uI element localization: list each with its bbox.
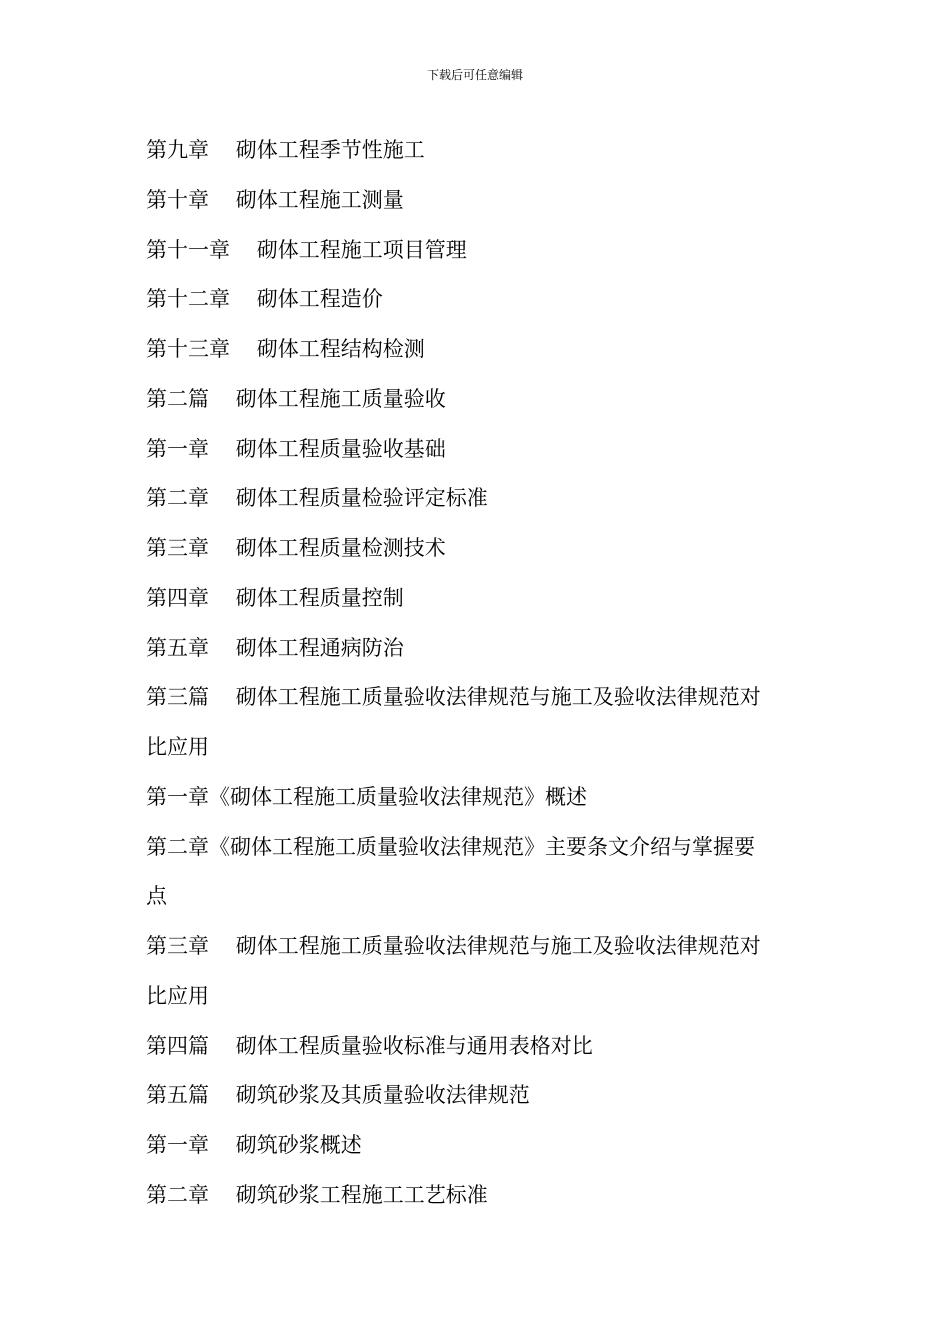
toc-line: 第五篇 砌筑砂浆及其质量验收法律规范 — [146, 1083, 530, 1108]
toc-line: 第十一章 砌体工程施工项目管理 — [146, 237, 467, 262]
toc-line: 点 — [146, 884, 167, 909]
toc-line: 比应用 — [146, 983, 209, 1008]
toc-line: 第三章 砌体工程施工质量验收法律规范与施工及验收法律规范对 — [146, 934, 761, 958]
toc-line: 第一章《砌体工程施工质量验收法律规范》概述 — [146, 784, 587, 809]
toc-line: 比应用 — [146, 735, 209, 759]
toc-line: 第十章 砌体工程施工测量 — [146, 187, 404, 212]
toc-line: 第一章 砌筑砂浆概述 — [146, 1133, 362, 1157]
toc-line: 第十三章 砌体工程结构检测 — [146, 337, 425, 361]
toc-line: 第九章 砌体工程季节性施工 — [146, 138, 425, 162]
toc-line: 第十二章 砌体工程造价 — [146, 287, 383, 312]
table-of-contents — [146, 126, 812, 1221]
toc-line: 第二章 砌筑砂浆工程施工工艺标准 — [146, 1182, 488, 1207]
toc-line: 第一章 砌体工程质量验收基础 — [146, 436, 446, 461]
page-header: 下载后可任意编辑 — [426, 68, 523, 82]
toc-line: 第三章 砌体工程质量检测技术 — [146, 536, 446, 560]
toc-line: 第二章 砌体工程质量检验评定标准 — [146, 486, 488, 511]
toc-line: 第四篇 砌体工程质量验收标准与通用表格对比 — [146, 1033, 593, 1058]
toc-line: 第四章 砌体工程质量控制 — [146, 585, 404, 610]
toc-line: 第二章《砌体工程施工质量验收法律规范》主要条文介绍与掌握要 — [146, 834, 755, 859]
toc-line: 第五章 砌体工程通病防治 — [146, 635, 404, 660]
toc-line: 第二篇 砌体工程施工质量验收 — [146, 386, 446, 411]
toc-line: 第三篇 砌体工程施工质量验收法律规范与施工及验收法律规范对 — [146, 685, 761, 710]
